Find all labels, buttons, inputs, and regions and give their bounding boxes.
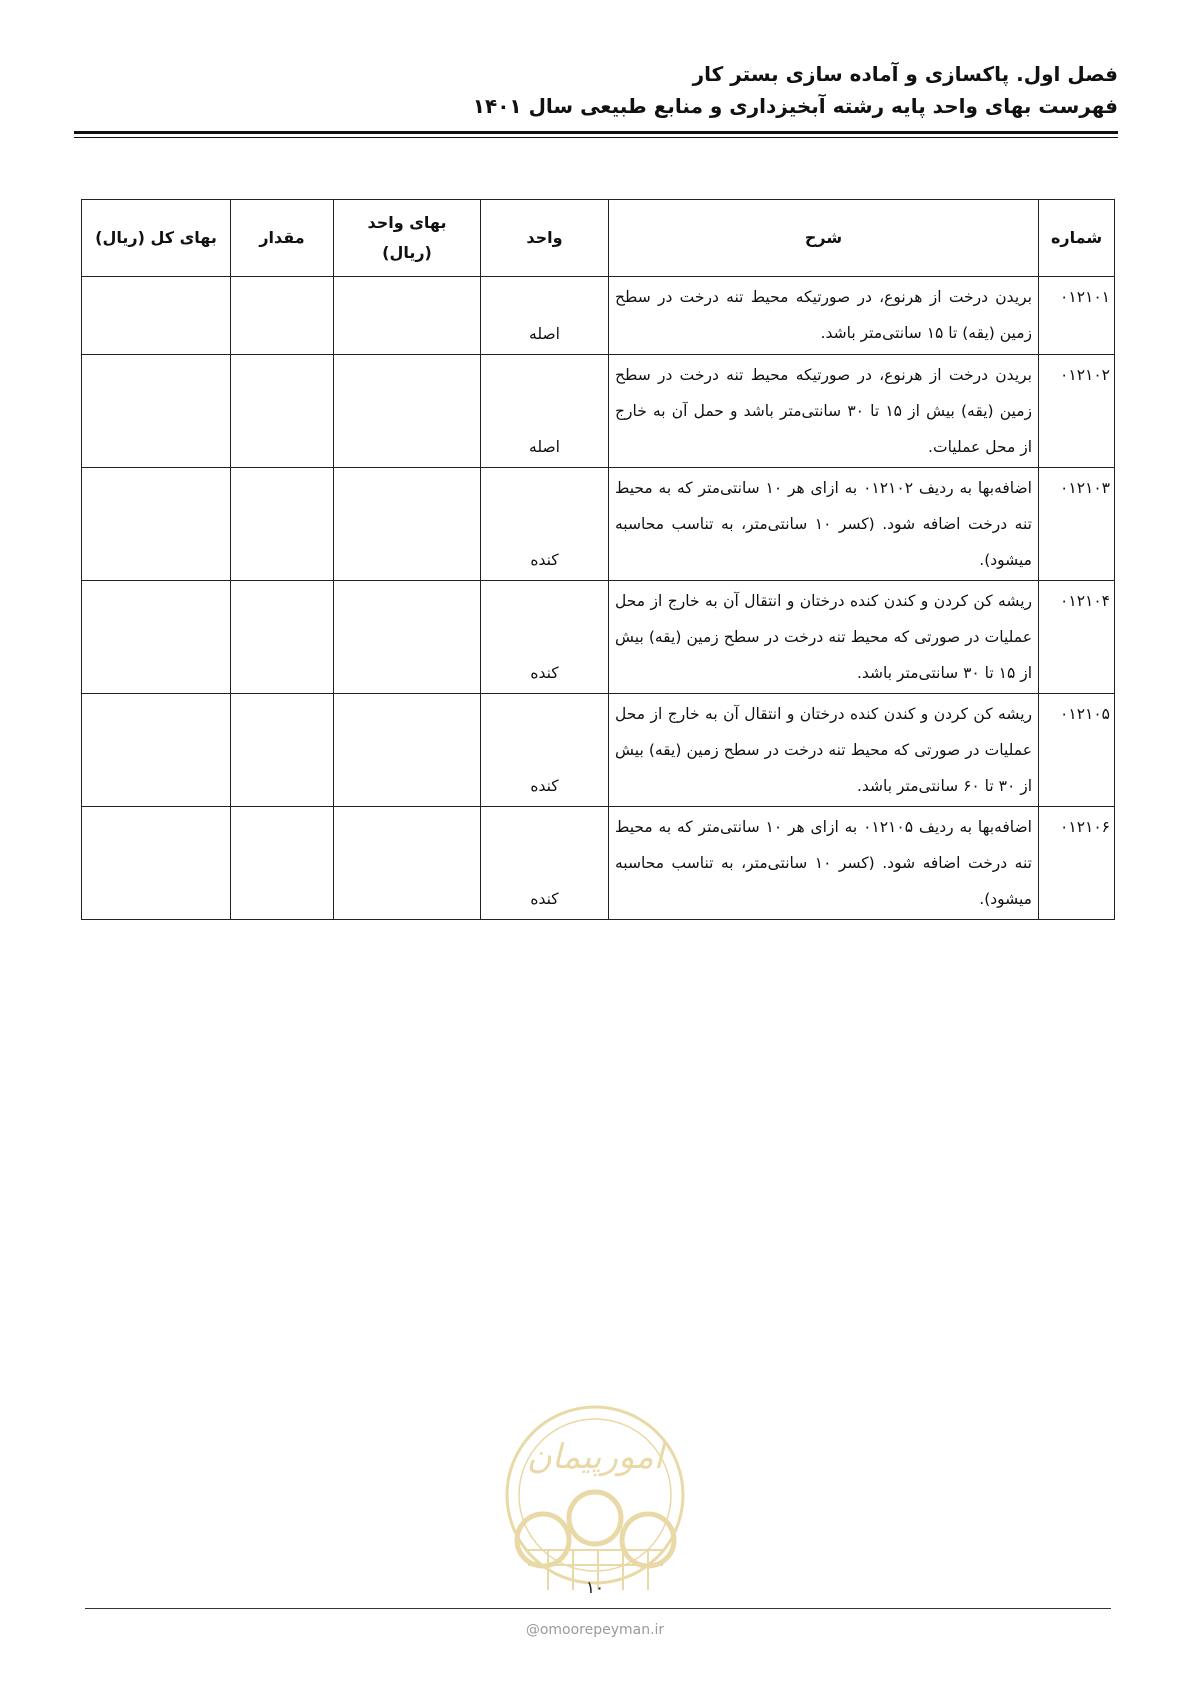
- row-code: ۰۱۲۱۰۳: [1039, 468, 1115, 581]
- header-rule: [74, 131, 1118, 134]
- table-row: [82, 807, 1115, 920]
- watermark-text: امورپیمان: [526, 1437, 664, 1477]
- row-unit: کنده: [481, 694, 609, 807]
- column-header-number: شماره: [1039, 200, 1115, 277]
- unit-price-label: بهای واحد: [367, 213, 447, 232]
- row-unit: کنده: [481, 581, 609, 694]
- row-unit: کنده: [481, 468, 609, 581]
- row-description: اضافه‌بها به ردیف ۰۱۲۱۰۵ به ازای هر ۱۰ سانتی‌متر که به محیط تنه درخت اضافه شود. (کسر ۱۰ سانتی‌متر، به تناسب محاسبه میشود).: [609, 807, 1039, 920]
- row-description: بریدن درخت از هرنوع، در صورتیکه محیط تنه درخت در سطح زمین (یقه) بیش از ۱۵ تا ۳۰ سانتی‌متر باشد و حمل آن به خارج از محل عملیات.: [609, 355, 1039, 468]
- row-unit-price: [334, 468, 481, 581]
- chapter-title: فصل اول. پاکسازی و آماده سازی بستر کار: [692, 62, 1118, 86]
- row-unit: اصله: [481, 277, 609, 355]
- column-header-total-price: بهای کل (ریال): [82, 200, 231, 277]
- page-header: [74, 58, 1118, 122]
- row-unit-price: [334, 581, 481, 694]
- watermark-url: @omoorepeyman.ir: [525, 1622, 665, 1638]
- row-quantity: [231, 807, 334, 920]
- row-code: ۰۱۲۱۰۵: [1039, 694, 1115, 807]
- table-row: [82, 468, 1115, 581]
- header-rule-thin: [74, 137, 1118, 138]
- row-code: ۰۱۲۱۰۴: [1039, 581, 1115, 694]
- watermark-logo: [498, 1400, 693, 1600]
- price-list-table: [81, 199, 1115, 920]
- table-row: [82, 277, 1115, 355]
- row-quantity: [231, 277, 334, 355]
- row-unit: اصله: [481, 355, 609, 468]
- row-code: ۰۱۲۱۰۶: [1039, 807, 1115, 920]
- document-title: فهرست بهای واحد پایه رشته آبخیزداری و منابع طبیعی سال ۱۴۰۱: [472, 94, 1118, 118]
- row-description: ریشه کن کردن و کندن کنده درختان و انتقال آن به خارج از محل عملیات در صورتی که محیط تنه درخت در سطح زمین (یقه) بیش از ۳۰ تا ۶۰ سانتی‌متر باشد.: [609, 694, 1039, 807]
- row-unit-price: [334, 694, 481, 807]
- column-header-quantity: مقدار: [231, 200, 334, 277]
- row-total-price: [82, 277, 231, 355]
- row-unit-price: [334, 355, 481, 468]
- row-quantity: [231, 468, 334, 581]
- row-description: بریدن درخت از هرنوع، در صورتیکه محیط تنه درخت در سطح زمین (یقه) تا ۱۵ سانتی‌متر باشد.: [609, 277, 1039, 355]
- row-unit: کنده: [481, 807, 609, 920]
- column-header-unit: واحد: [481, 200, 609, 277]
- unit-price-currency: (ریال): [382, 243, 432, 262]
- row-code: ۰۱۲۱۰۱: [1039, 277, 1115, 355]
- row-description: ریشه کن کردن و کندن کنده درختان و انتقال آن به خارج از محل عملیات در صورتی که محیط تنه درخت در سطح زمین (یقه) بیش از ۱۵ تا ۳۰ سانتی‌متر باشد.: [609, 581, 1039, 694]
- row-quantity: [231, 694, 334, 807]
- row-total-price: [82, 807, 231, 920]
- row-description: اضافه‌بها به ردیف ۰۱۲۱۰۲ به ازای هر ۱۰ سانتی‌متر که به محیط تنه درخت اضافه شود. (کسر ۱۰ سانتی‌متر، به تناسب محاسبه میشود).: [609, 468, 1039, 581]
- row-quantity: [231, 581, 334, 694]
- page-number: ۱۰: [585, 1578, 605, 1598]
- footer-rule: [85, 1608, 1111, 1609]
- row-unit-price: [334, 807, 481, 920]
- row-total-price: [82, 468, 231, 581]
- table-row: [82, 581, 1115, 694]
- row-total-price: [82, 694, 231, 807]
- watermark-ring-outer: [507, 1407, 683, 1583]
- watermark-gear-left: [517, 1514, 569, 1566]
- table-header-row: [82, 200, 1115, 277]
- column-header-description: شرح: [609, 200, 1039, 277]
- watermark-gear-center: [569, 1492, 621, 1544]
- table-row: [82, 355, 1115, 468]
- column-header-unit-price: [334, 200, 481, 277]
- row-unit-price: [334, 277, 481, 355]
- row-total-price: [82, 581, 231, 694]
- row-quantity: [231, 355, 334, 468]
- row-code: ۰۱۲۱۰۲: [1039, 355, 1115, 468]
- table-row: [82, 694, 1115, 807]
- row-total-price: [82, 355, 231, 468]
